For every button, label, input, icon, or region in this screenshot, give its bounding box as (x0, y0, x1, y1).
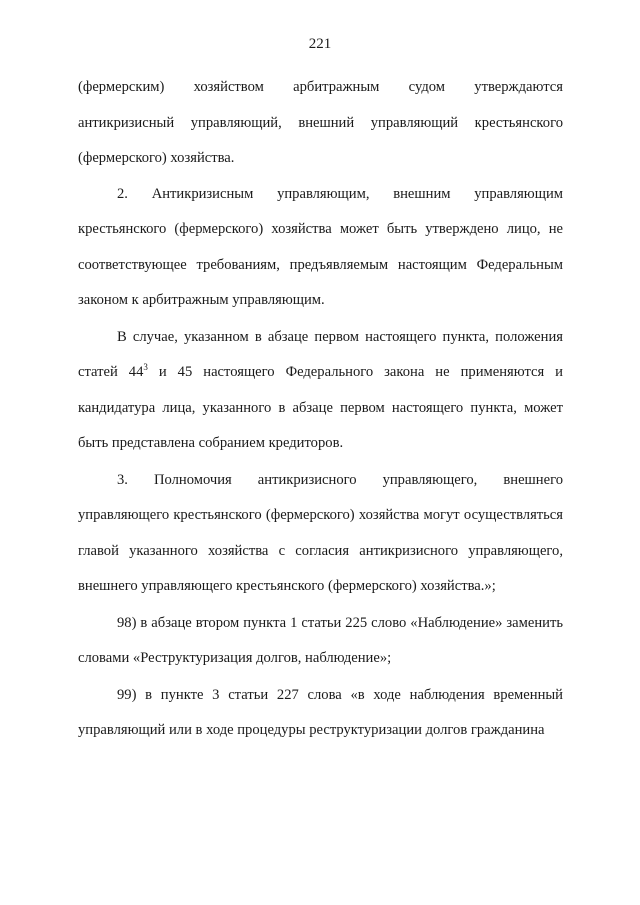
page-number: 221 (308, 36, 332, 52)
paragraph-item-98: 98) в абзаце втором пункта 1 статьи 225 слово «Наблюдение» заменить словами «Реструктуризация долгов, наблюдение»; (78, 614, 563, 666)
paragraph-item-3: 3. Полномочия антикризисного управляющего, внешнего управляющего крестьянского (фермерского) хозяйства могут осуществляться главой указанного хозяйства с согласия антикризисного управляющего, внешнего управляющего крестьянского (фермерского) хозяйства.»; (78, 471, 563, 594)
paragraph-line: (фермерским) хозяйством арбитражным судом утверждаются (78, 79, 563, 95)
paragraph-item-99: 99) в пункте 3 статьи 227 слова «в ходе наблюдения временный управляющий или в ходе процедуры реструктуризации долгов гражданина (78, 686, 563, 738)
paragraph-item-2: 2. Антикризисным управляющим, внешним управляющим крестьянского (фермерского) хозяйства может быть утверждено лицо, не соответствующее требованиям, предъявляемым настоящим Федеральным законом к арбитражным управляющим. (78, 185, 563, 308)
article-superscript: 3 (143, 362, 148, 372)
paragraph-line: (фермерского) хозяйства. (78, 150, 235, 166)
paragraph-case (78, 320, 563, 462)
paragraph-text: В случае, указанном в абзаце первом настоящего пункта, положения статей 44 (78, 328, 563, 380)
document-body (78, 70, 563, 750)
paragraph-line: антикризисный управляющий, внешний управляющий крестьянского (78, 114, 563, 131)
paragraph-text: и 45 настоящего Федерального закона не применяются и кандидатура лица, указанного в абзаце первом настоящего пункта, может быть представлена собранием кредиторов. (78, 364, 563, 451)
paragraph-continuation (78, 70, 563, 177)
